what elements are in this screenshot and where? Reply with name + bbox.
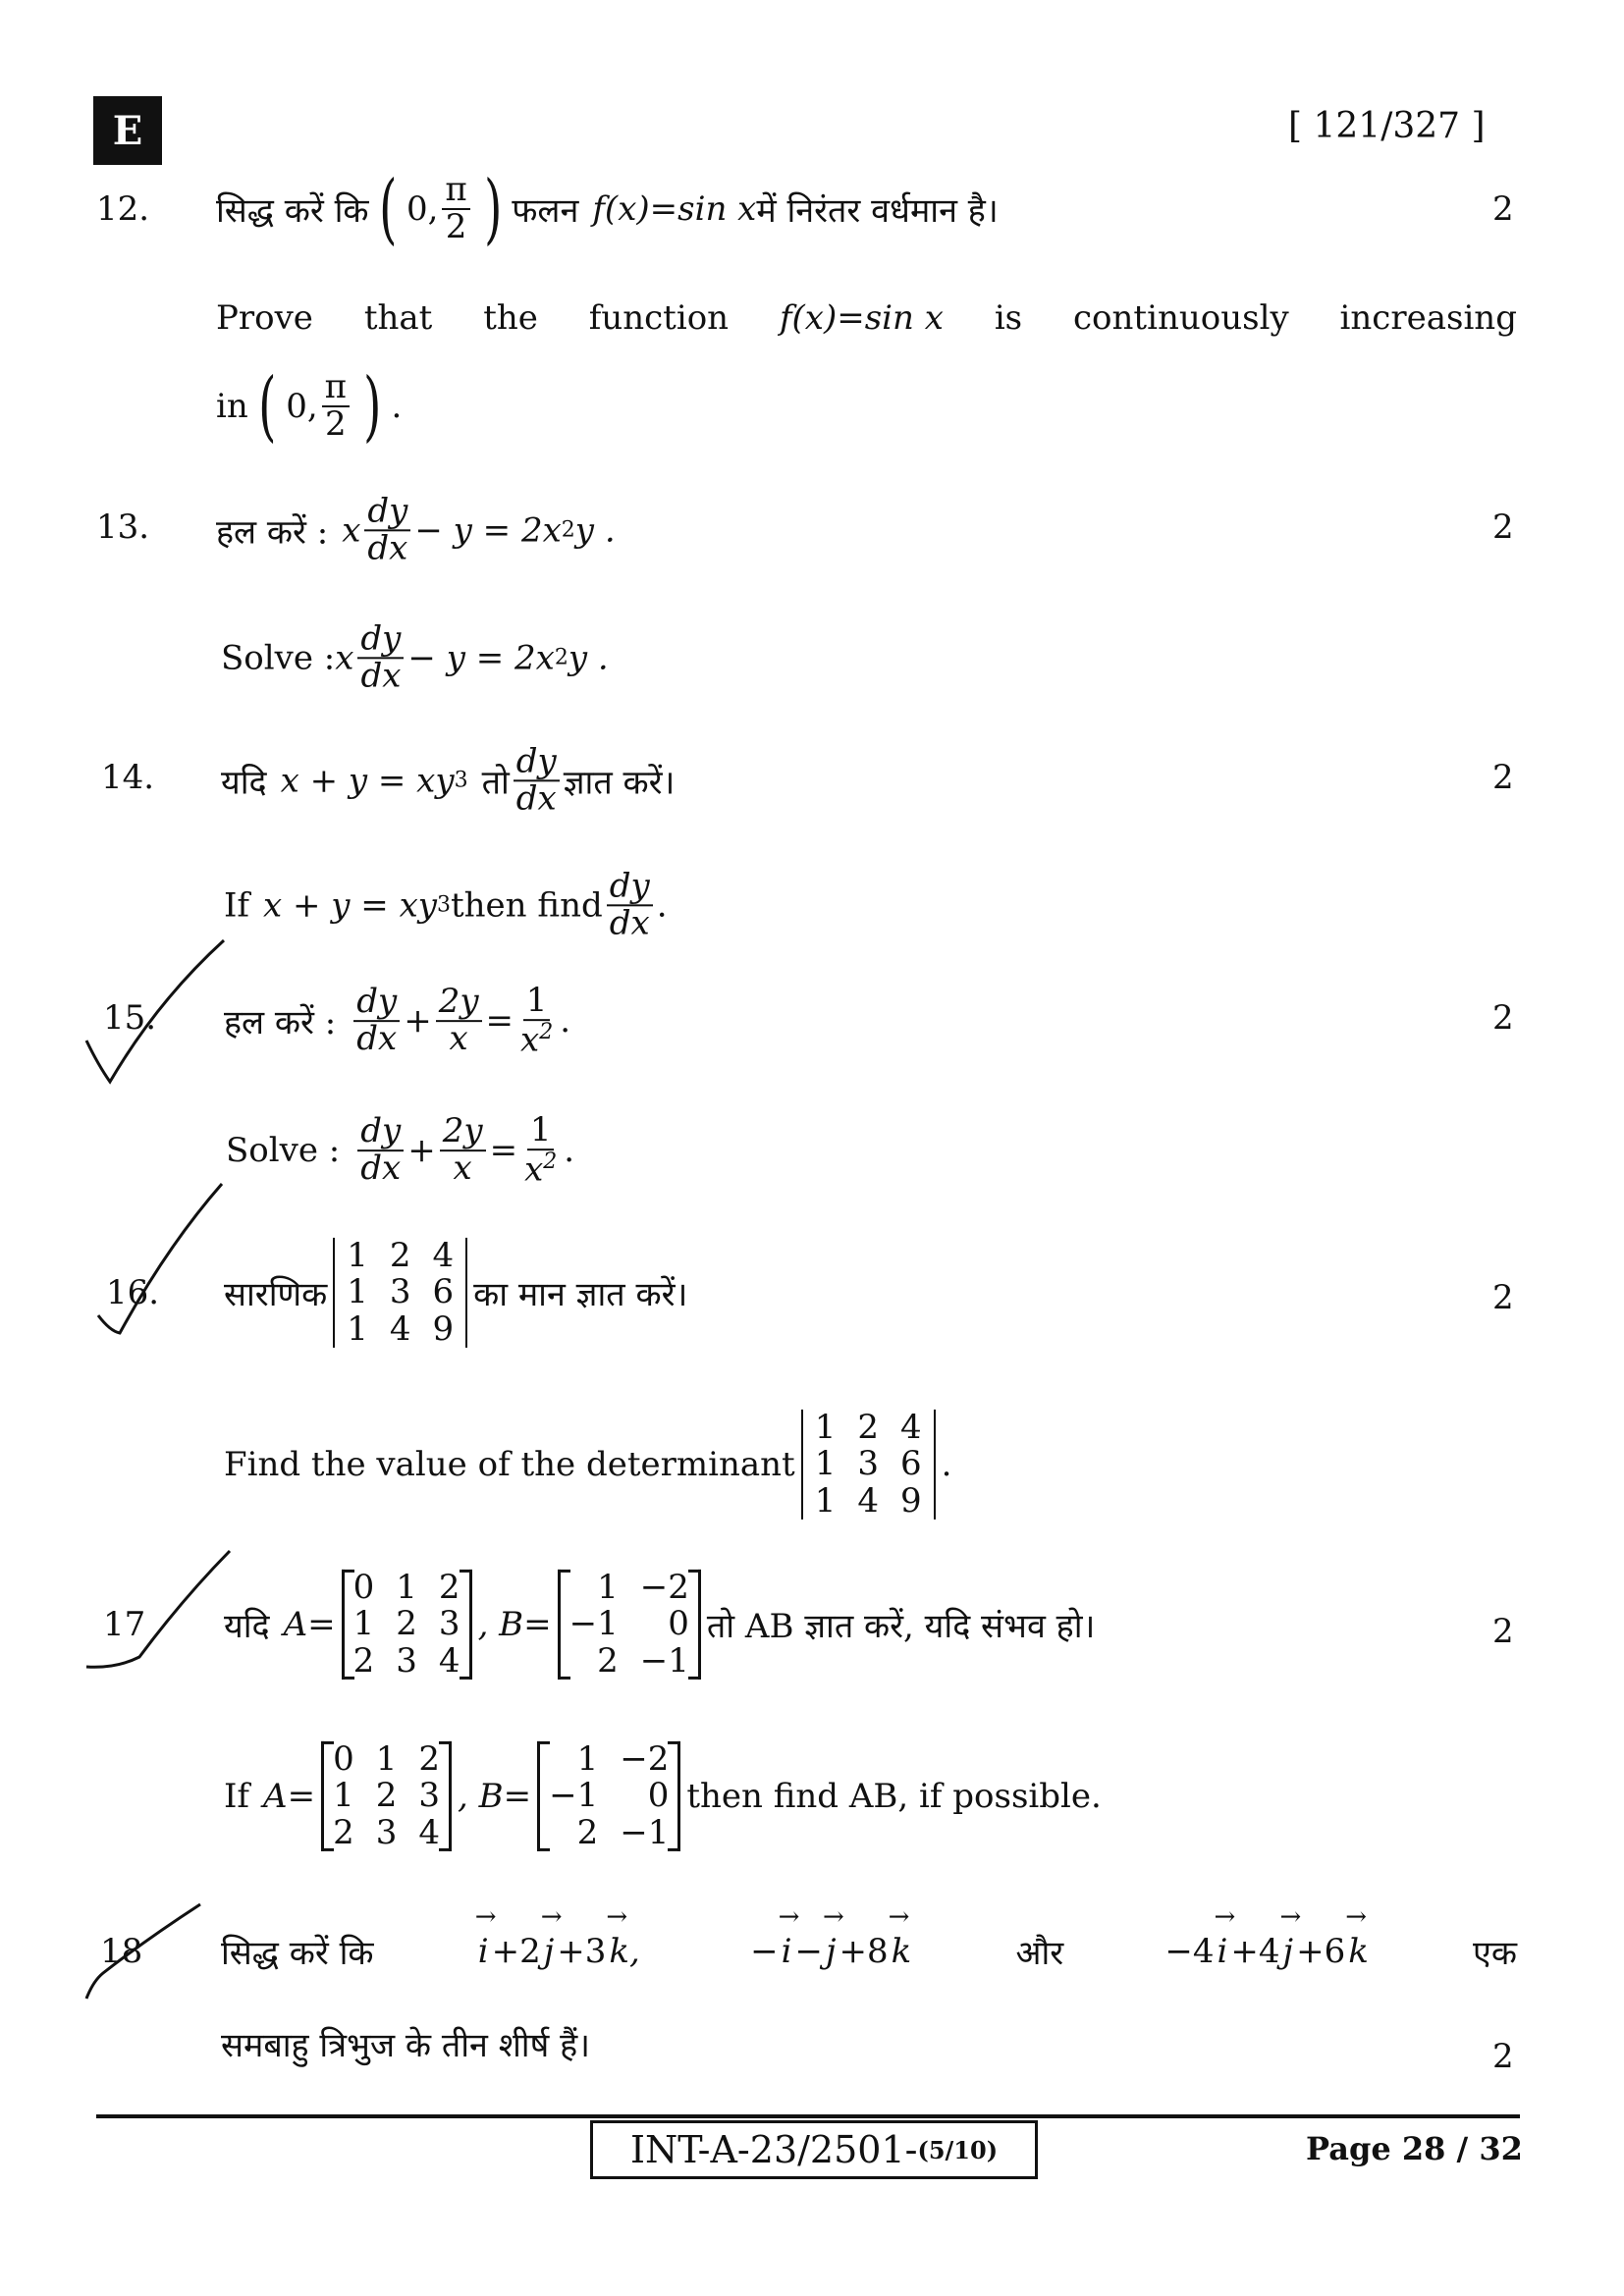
- unit-vector: → j: [823, 1932, 839, 1971]
- matrix-cell: 4: [438, 1640, 460, 1681]
- word: that: [363, 298, 433, 338]
- matrix-cell: 6: [900, 1444, 922, 1484]
- tick-mark-icon: [86, 1904, 200, 1999]
- text: एक: [1473, 1934, 1517, 1973]
- matrix-cell: 3: [389, 1272, 411, 1312]
- math: f(x)=sin x: [592, 189, 757, 229]
- matrix-cell: 3: [857, 1444, 879, 1484]
- math: y .: [568, 638, 609, 677]
- vector-coefficient: +4: [1230, 1932, 1280, 1971]
- matrix-cell: 3: [438, 1604, 460, 1644]
- text: then find AB, if possible.: [686, 1776, 1102, 1816]
- text: तो AB ज्ञात करें, यदि संभव हो।: [706, 1606, 1096, 1646]
- question-number: 18: [100, 1932, 143, 1971]
- matrix-cell: 0: [333, 1738, 354, 1779]
- matrix-cell: 3: [375, 1812, 398, 1852]
- text: हल करें :: [216, 512, 329, 552]
- denominator: dx: [356, 1018, 398, 1058]
- math: , B=: [457, 1776, 532, 1816]
- matrix-cell: 2: [352, 1640, 375, 1681]
- math: − y = 2x: [414, 510, 562, 550]
- vector-coefficient: +2: [491, 1932, 541, 1971]
- text: then find: [451, 885, 603, 925]
- matrix-cell: 1: [814, 1444, 837, 1484]
- unit-vector: → k: [889, 1932, 915, 1971]
- paper-code: [ 121/327 ]: [1288, 106, 1486, 146]
- word: Prove: [216, 298, 313, 338]
- text: फलन: [512, 191, 579, 231]
- numerator: π: [442, 173, 469, 210]
- exponent: 2: [539, 1019, 554, 1044]
- question-marks: 2: [1492, 1278, 1514, 1317]
- math: − y = 2x: [407, 638, 555, 677]
- vector-coefficient: −: [794, 1932, 823, 1971]
- matrix-cell: 2: [418, 1738, 440, 1779]
- question-marks: 2: [1492, 998, 1514, 1038]
- numerator: dy: [353, 985, 400, 1022]
- page-number: Page 28 / 32: [1306, 2130, 1523, 2167]
- denominator: dx: [360, 1148, 402, 1188]
- matrix-cell: 2: [389, 1235, 411, 1275]
- matrix-cell: 1: [576, 1738, 599, 1779]
- unit-vector: → j: [1280, 1932, 1297, 1971]
- denominator: x: [453, 1148, 472, 1188]
- unit-vector: → k: [1345, 1932, 1372, 1971]
- denominator: dx: [609, 903, 650, 942]
- matrix-cell: 1: [347, 1235, 368, 1275]
- unit-vector: → i: [475, 1932, 492, 1971]
- matrix-cell: 2: [396, 1604, 417, 1644]
- operator: +: [407, 1130, 436, 1170]
- matrix-cell: 2: [857, 1407, 879, 1447]
- matrix-cell: −1: [639, 1640, 689, 1681]
- matrix-cell: 3: [396, 1640, 417, 1681]
- word: the: [483, 298, 538, 338]
- denominator: dx: [360, 656, 402, 695]
- footer-code-sub: (5/10): [917, 2135, 999, 2164]
- tick-mark-icon: [86, 940, 224, 1082]
- math: A=: [263, 1776, 316, 1816]
- matrix-cell: −2: [639, 1567, 689, 1607]
- numerator: 2y: [436, 985, 482, 1022]
- text: में निरंतर वर्धमान है।: [756, 191, 999, 231]
- text: हल करें :: [224, 1002, 337, 1042]
- matrix-cell: 1: [352, 1604, 375, 1644]
- text: यदि: [224, 1606, 270, 1646]
- exponent: 3: [454, 768, 468, 793]
- denominator: 2: [445, 207, 467, 246]
- math: f(x)=sin x: [779, 298, 944, 338]
- matrix-cell: 1: [597, 1567, 619, 1607]
- exponent: 3: [437, 892, 451, 918]
- math: x: [342, 510, 361, 550]
- tick-mark-icon: [86, 1551, 230, 1667]
- unit-vector: → k,: [606, 1932, 642, 1971]
- matrix-cell: 4: [900, 1407, 922, 1447]
- text: यदि: [221, 763, 267, 802]
- matrix-cell: 2: [597, 1640, 619, 1681]
- matrix-cell: 1: [375, 1738, 398, 1779]
- operator: =: [485, 1000, 514, 1041]
- matrix-cell: 1: [814, 1407, 837, 1447]
- footer-code-box: [590, 2120, 1038, 2179]
- numerator: 1: [527, 1113, 555, 1150]
- matrix-cell: 2: [375, 1776, 398, 1816]
- matrix-cell: 1: [347, 1272, 368, 1312]
- question-number: 17: [103, 1605, 146, 1644]
- text: Find the value of the determinant: [224, 1444, 795, 1484]
- matrix-cell: 4: [418, 1812, 440, 1852]
- matrix-cell: 1: [347, 1308, 368, 1349]
- unit-vector: → i: [1215, 1932, 1231, 1971]
- matrix-cell: −2: [620, 1738, 670, 1779]
- matrix-cell: 2: [576, 1812, 599, 1852]
- footer-rule: [96, 2114, 1520, 2118]
- matrix-cell: 0: [352, 1567, 375, 1607]
- word: function: [588, 298, 730, 338]
- paren: (: [378, 165, 397, 253]
- base: x: [524, 1149, 544, 1190]
- word: continuously: [1073, 298, 1289, 338]
- math: x + y = xy: [263, 885, 437, 925]
- numerator: dy: [357, 621, 404, 659]
- question-number: 14.: [101, 758, 155, 797]
- vector-coefficient: +6: [1296, 1932, 1346, 1971]
- numerator: dy: [357, 1114, 404, 1151]
- exponent: 2: [554, 645, 568, 670]
- question-number: 15.: [103, 998, 157, 1038]
- vector-coefficient: +3: [557, 1932, 607, 1971]
- base: x: [520, 1020, 540, 1060]
- math: , B=: [477, 1604, 552, 1644]
- question-marks: 2: [1492, 1612, 1514, 1651]
- text: .: [391, 387, 403, 426]
- text: सिद्ध करें कि: [216, 191, 369, 231]
- word: in: [216, 387, 248, 426]
- denominator: dx: [515, 778, 557, 818]
- text: .: [941, 1444, 952, 1484]
- vector-coefficient: −4: [1164, 1932, 1215, 1971]
- matrix-cell: −1: [568, 1604, 619, 1644]
- matrix-cell: 9: [900, 1480, 922, 1521]
- matrix-cell: 0: [668, 1604, 689, 1644]
- matrix-cell: −1: [549, 1776, 599, 1816]
- matrix-cell: 2: [333, 1812, 354, 1852]
- vector-coefficient: −: [750, 1932, 779, 1971]
- question-number: 13.: [96, 507, 150, 547]
- text: और: [1015, 1934, 1064, 1973]
- unit-vector: → j: [541, 1932, 558, 1971]
- paren: ): [363, 362, 382, 451]
- question-number: 16.: [106, 1273, 160, 1312]
- math: x: [335, 638, 354, 677]
- numerator: π: [322, 370, 350, 407]
- math: A=: [283, 1604, 336, 1644]
- operator: =: [489, 1130, 518, 1170]
- question-number: 12.: [96, 189, 150, 229]
- math: x + y = xy: [280, 761, 455, 800]
- question-marks: 2: [1492, 507, 1514, 547]
- operator: +: [404, 1000, 432, 1041]
- matrix-cell: 6: [432, 1272, 455, 1312]
- text: .: [560, 1000, 571, 1041]
- matrix-cell: 3: [418, 1776, 440, 1816]
- text: का मान ज्ञात करें।: [473, 1274, 688, 1314]
- matrix-cell: 1: [396, 1567, 417, 1607]
- matrix-cell: 4: [432, 1235, 455, 1275]
- numerator: 1: [523, 984, 551, 1021]
- question-marks: 2: [1492, 758, 1514, 797]
- text: 0,: [286, 387, 318, 426]
- text: सारणिक: [224, 1274, 328, 1314]
- vector-coefficient: +8: [839, 1932, 889, 1971]
- set-badge: E: [93, 96, 162, 165]
- numerator: dy: [364, 494, 410, 531]
- question-marks: 2: [1492, 189, 1514, 229]
- question-marks: 2: [1492, 2037, 1514, 2076]
- paren: ): [483, 165, 503, 253]
- denominator: dx: [367, 528, 408, 567]
- matrix-cell: 1: [814, 1480, 837, 1521]
- text: Solve :: [221, 638, 336, 677]
- numerator: dy: [514, 744, 560, 781]
- text: If: [224, 885, 250, 925]
- word: increasing: [1339, 298, 1517, 338]
- denominator: 2: [325, 404, 347, 444]
- text: .: [656, 885, 668, 925]
- text: सिद्ध करें कि: [221, 1934, 374, 1973]
- tick-mark-icon: [98, 1184, 222, 1333]
- matrix-cell: −1: [620, 1812, 670, 1852]
- word: is: [994, 298, 1023, 338]
- unit-vector: → i: [779, 1932, 795, 1971]
- text: समबाहु त्रिभुज के तीन शीर्ष हैं।: [221, 2026, 591, 2065]
- text: 0,: [406, 189, 439, 229]
- exponent: 2: [543, 1148, 558, 1174]
- matrix-cell: 4: [389, 1308, 411, 1349]
- text: If: [224, 1776, 250, 1816]
- numerator: dy: [607, 869, 653, 906]
- matrix-cell: 0: [647, 1776, 670, 1816]
- text: Solve :: [226, 1130, 341, 1170]
- math: y .: [574, 510, 616, 550]
- denominator: x: [449, 1018, 468, 1058]
- matrix-cell: 4: [857, 1480, 879, 1521]
- exponent: 2: [561, 517, 575, 543]
- text: ज्ञात करें।: [563, 763, 676, 802]
- numerator: 2y: [440, 1114, 486, 1151]
- footer-code: INT-A-23/2501-: [629, 2128, 918, 2171]
- matrix-cell: 9: [432, 1308, 455, 1349]
- text: तो: [481, 763, 510, 802]
- matrix-cell: 2: [438, 1567, 460, 1607]
- paren: (: [257, 362, 277, 451]
- text: .: [564, 1130, 575, 1170]
- matrix-cell: 1: [333, 1776, 354, 1816]
